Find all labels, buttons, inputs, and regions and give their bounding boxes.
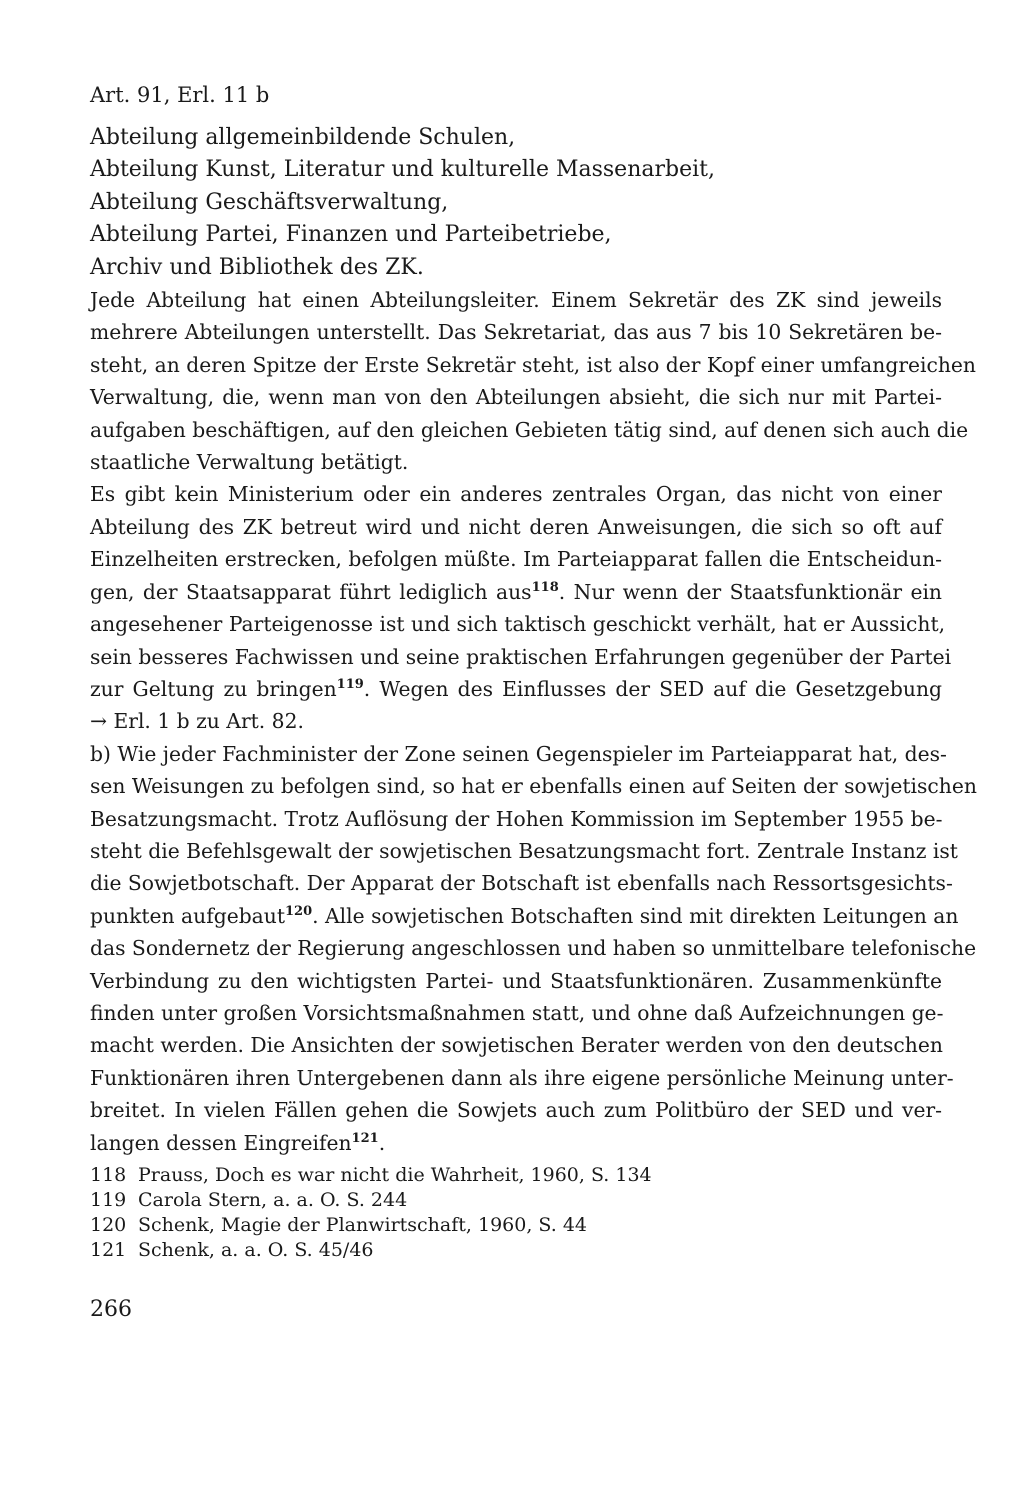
footnote-119 <box>90 1188 942 1213</box>
footnote-number: 120 <box>90 1214 127 1236</box>
running-header: Art. 91, Erl. 11 b <box>90 83 270 107</box>
text-line: aufgaben beschäftigen, auf den gleichen Gebieten tätig sind, auf denen sich auch die <box>90 417 969 442</box>
cross-reference: → Erl. 1 b zu Art. 82. <box>90 709 304 734</box>
text-line: Es gibt kein Ministerium oder ein anderes zentrales Organ, das nicht von einer <box>90 482 942 507</box>
text-line <box>90 576 942 608</box>
footnote-ref-120[interactable]: 120 <box>285 903 313 919</box>
text-line: das Sondernetz der Regierung angeschlossen und haben so unmittelbare telefonische <box>90 936 977 961</box>
footnote-120 <box>90 1213 942 1238</box>
footnote-number: 118 <box>90 1164 127 1186</box>
footnote-121 <box>90 1238 942 1263</box>
footnote-number: 119 <box>90 1189 127 1211</box>
footnote-ref-118[interactable]: 118 <box>531 579 559 595</box>
text-line: b) Wie jeder Fachminister der Zone seinen Gegenspieler im Parteiapparat hat, des- <box>90 741 947 766</box>
text-fragment: punkten aufgebaut <box>90 903 285 928</box>
text-line: sen Weisungen zu befolgen sind, so hat er ebenfalls einen auf Seiten der sowjetischen <box>90 774 977 799</box>
text-fragment: . Alle sowjetischen Botschaften sind mit direkten Leitungen an <box>312 903 959 928</box>
text-line: sein besseres Fachwissen und seine praktischen Erfahrungen gegenüber der Partei <box>90 644 952 669</box>
department-list <box>90 122 942 284</box>
paragraph-sekretariat <box>90 284 976 478</box>
footnote-text: Schenk, Magie der Planwirtschaft, 1960, S. 44 <box>138 1214 588 1236</box>
department-item: Abteilung allgemeinbildende Schulen, <box>90 125 516 150</box>
text-line: Abteilung des ZK betreut wird und nicht deren Anweisungen, die sich so oft auf <box>90 514 942 539</box>
text-fragment: gen, der Staatsapparat führt lediglich aus <box>90 579 532 604</box>
page-body <box>90 80 977 1159</box>
text-line: mehrere Abteilungen unterstellt. Das Sekretariat, das aus 7 bis 10 Sekretären be- <box>90 320 942 345</box>
text-line: finden unter großen Vorsichtsmaßnahmen statt, und ohne daß Aufzeichnungen ge- <box>90 1000 944 1025</box>
paragraph-ministerium <box>90 478 952 737</box>
text-line <box>90 1127 942 1159</box>
department-item: Abteilung Kunst, Literatur und kulturelle Massenarbeit, <box>90 157 715 183</box>
footnote-ref-119[interactable]: 119 <box>336 677 364 693</box>
text-fragment: zur Geltung zu bringen <box>90 676 337 701</box>
footnote-text: Carola Stern, a. a. O. S. 244 <box>138 1189 408 1211</box>
text-line: Verwaltung, die, wenn man von den Abteilungen absieht, die sich nur mit Partei- <box>90 385 942 410</box>
footnote-ref-121[interactable]: 121 <box>351 1130 379 1146</box>
text-line <box>90 900 959 932</box>
text-fragment: . <box>378 1130 386 1155</box>
footnote-118 <box>90 1163 942 1188</box>
text-line: Verbindung zu den wichtigsten Partei- und Staatsfunktionären. Zusammenkünfte <box>90 968 942 993</box>
footnotes <box>90 1163 942 1263</box>
text-line: steht die Befehlsgewalt der sowjetischen Besatzungsmacht fort. Zentrale Instanz ist <box>90 838 958 863</box>
text-line: breitet. In vielen Fällen gehen die Sowjets auch zum Politbüro der SED und ver- <box>90 1098 942 1123</box>
text-line: staatliche Verwaltung betätigt. <box>90 450 409 475</box>
text-line <box>90 673 942 705</box>
page-number: 266 <box>90 1297 132 1322</box>
department-item: Abteilung Partei, Finanzen und Parteibetriebe, <box>90 222 612 248</box>
text-fragment: langen dessen Eingreifen <box>90 1130 352 1155</box>
text-fragment: . Nur wenn der Staatsfunktionär ein <box>558 579 942 604</box>
text-line: Jede Abteilung hat einen Abteilungsleiter. Einem Sekretär des ZK sind jeweils <box>90 288 942 313</box>
footnote-number: 121 <box>90 1239 127 1261</box>
footnote-text: Schenk, a. a. O. S. 45/46 <box>138 1239 374 1261</box>
text-line: die Sowjetbotschaft. Der Apparat der Botschaft ist ebenfalls nach Ressortsgesichts- <box>90 871 953 896</box>
department-item: Abteilung Geschäftsverwaltung, <box>90 189 449 215</box>
text-line: steht, an deren Spitze der Erste Sekretär steht, ist also der Kopf einer umfangreichen <box>90 352 976 377</box>
department-item: Archiv und Bibliothek des ZK. <box>90 254 424 280</box>
text-line: macht werden. Die Ansichten der sowjetischen Berater werden von den deutschen <box>90 1033 943 1058</box>
footnote-text: Prauss, Doch es war nicht die Wahrheit, 1960, S. 134 <box>138 1164 652 1186</box>
text-line: Funktionären ihren Untergebenen dann als ihre eigene persönliche Meinung unter- <box>90 1065 954 1090</box>
text-fragment: . Wegen des Einflusses der SED auf die Gesetzgebung <box>363 676 942 701</box>
text-line: Besatzungsmacht. Trotz Auflösung der Hohen Kommission im September 1955 be- <box>90 806 943 831</box>
paragraph-b <box>90 738 977 1159</box>
text-line: Einzelheiten erstrecken, befolgen müßte. Im Parteiapparat fallen die Entscheidun- <box>90 547 942 572</box>
text-line: angesehener Parteigenosse ist und sich taktisch geschickt verhält, hat er Aussicht, <box>90 612 946 637</box>
